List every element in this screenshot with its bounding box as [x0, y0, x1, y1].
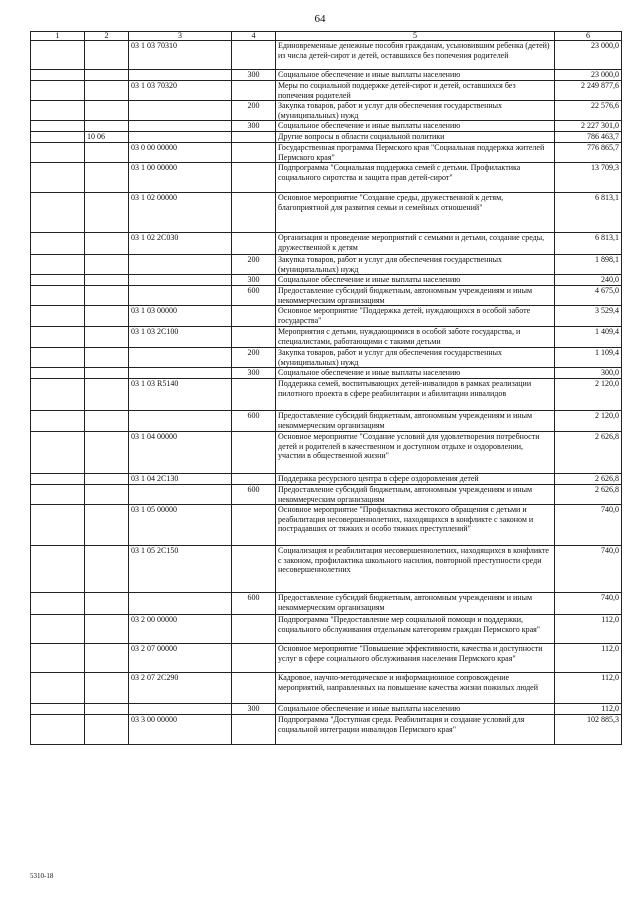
section-code-cell — [31, 704, 85, 715]
expense-type-cell — [232, 81, 276, 101]
table-row — [31, 121, 622, 132]
section-code-cell — [31, 615, 85, 644]
subsection-code-cell — [85, 673, 129, 704]
section-code-cell — [31, 143, 85, 163]
amount-cell: 112,0 — [555, 644, 622, 673]
amount-cell: 2 626,8 — [555, 432, 622, 474]
target-article-cell — [129, 704, 232, 715]
budget-table — [30, 31, 622, 745]
subsection-code-cell — [85, 193, 129, 233]
amount-cell: 240,0 — [555, 275, 622, 286]
table-row — [31, 348, 622, 368]
target-article-cell — [129, 411, 232, 432]
description-cell: Предоставление субсидий бюджетным, автономным учреждениям и иным некоммерческим организациям — [276, 593, 555, 615]
expense-type-cell — [232, 233, 276, 255]
target-article-cell: 03 1 02 2С030 — [129, 233, 232, 255]
table-row — [31, 644, 622, 673]
expense-type-cell — [232, 474, 276, 485]
table-row — [31, 379, 622, 411]
table-row — [31, 474, 622, 485]
target-article-cell: 03 1 05 00000 — [129, 505, 232, 546]
expense-type-cell — [232, 41, 276, 70]
table-row — [31, 163, 622, 193]
description-cell: Социализация и реабилитация несовершеннолетних, находящихся в конфликте с законом, профилактика школьного насилия, повторной преступности среди несовершеннолетних — [276, 546, 555, 593]
amount-cell: 776 865,7 — [555, 143, 622, 163]
section-code-cell — [31, 673, 85, 704]
target-article-cell: 03 2 00 00000 — [129, 615, 232, 644]
table-row — [31, 41, 622, 70]
subsection-code-cell — [85, 593, 129, 615]
table-row — [31, 485, 622, 505]
table-row — [31, 411, 622, 432]
subsection-code-cell — [85, 644, 129, 673]
target-article-cell: 03 1 04 00000 — [129, 432, 232, 474]
expense-type-cell: 600 — [232, 485, 276, 505]
description-cell: Подпрограмма "Доступная среда. Реабилитация и создание условий для социальной интеграции инвалидов Пермского края" — [276, 715, 555, 745]
description-cell: Закупка товаров, работ и услуг для обеспечения государственных (муниципальных) нужд — [276, 101, 555, 121]
expense-type-cell — [232, 715, 276, 745]
target-article-cell: 03 1 02 00000 — [129, 193, 232, 233]
amount-cell: 23 000,0 — [555, 70, 622, 81]
expense-type-cell: 300 — [232, 70, 276, 81]
amount-cell: 2 249 877,6 — [555, 81, 622, 101]
amount-cell: 300,0 — [555, 368, 622, 379]
amount-cell: 740,0 — [555, 593, 622, 615]
subsection-code-cell — [85, 233, 129, 255]
description-cell: Меры по социальной поддержке детей-сирот и детей, оставшихся без попечения родителей — [276, 81, 555, 101]
target-article-cell — [129, 593, 232, 615]
section-code-cell — [31, 193, 85, 233]
subsection-code-cell — [85, 546, 129, 593]
subsection-code-cell: 10 06 — [85, 132, 129, 143]
section-code-cell — [31, 379, 85, 411]
description-cell: Закупка товаров, работ и услуг для обеспечения государственных (муниципальных) нужд — [276, 255, 555, 275]
table-row — [31, 715, 622, 745]
subsection-code-cell — [85, 81, 129, 101]
target-article-cell — [129, 286, 232, 306]
description-cell: Социальное обеспечение и иные выплаты населению — [276, 121, 555, 132]
subsection-code-cell — [85, 275, 129, 286]
column-header: 3 — [129, 32, 232, 41]
expense-type-cell: 300 — [232, 275, 276, 286]
expense-type-cell: 600 — [232, 593, 276, 615]
section-code-cell — [31, 348, 85, 368]
expense-type-cell — [232, 327, 276, 348]
expense-type-cell: 200 — [232, 348, 276, 368]
description-cell: Единовременные денежные пособия гражданам, усыновившим ребенка (детей) из числа детей-сирот и детей, оставшихся без попечения родителей — [276, 41, 555, 70]
amount-cell: 112,0 — [555, 615, 622, 644]
table-row — [31, 704, 622, 715]
expense-type-cell: 300 — [232, 121, 276, 132]
amount-cell: 112,0 — [555, 704, 622, 715]
description-cell: Поддержка ресурсного центра в сфере оздоровления детей — [276, 474, 555, 485]
amount-cell: 2 227 301,0 — [555, 121, 622, 132]
subsection-code-cell — [85, 306, 129, 327]
table-row — [31, 101, 622, 121]
table-row — [31, 193, 622, 233]
target-article-cell — [129, 275, 232, 286]
subsection-code-cell — [85, 286, 129, 306]
table-row — [31, 505, 622, 546]
section-code-cell — [31, 81, 85, 101]
subsection-code-cell — [85, 432, 129, 474]
column-header: 4 — [232, 32, 276, 41]
table-row — [31, 432, 622, 474]
section-code-cell — [31, 474, 85, 485]
table-row — [31, 255, 622, 275]
target-article-cell: 03 1 03 R5140 — [129, 379, 232, 411]
expense-type-cell: 300 — [232, 704, 276, 715]
section-code-cell — [31, 505, 85, 546]
amount-cell: 1 898,1 — [555, 255, 622, 275]
section-code-cell — [31, 255, 85, 275]
expense-type-cell: 300 — [232, 368, 276, 379]
subsection-code-cell — [85, 101, 129, 121]
section-code-cell — [31, 715, 85, 745]
table-row — [31, 143, 622, 163]
section-code-cell — [31, 306, 85, 327]
description-cell: Социальное обеспечение и иные выплаты населению — [276, 704, 555, 715]
column-header: 5 — [276, 32, 555, 41]
section-code-cell — [31, 70, 85, 81]
subsection-code-cell — [85, 121, 129, 132]
section-code-cell — [31, 368, 85, 379]
description-cell: Предоставление субсидий бюджетным, автономным учреждениям и иным некоммерческим организациям — [276, 485, 555, 505]
target-article-cell: 03 1 05 2С150 — [129, 546, 232, 593]
table-row — [31, 673, 622, 704]
description-cell: Основное мероприятие "Повышение эффективности, качества и доступности услуг в сфере социального обслуживания населения Пермского края" — [276, 644, 555, 673]
expense-type-cell — [232, 615, 276, 644]
amount-cell: 740,0 — [555, 546, 622, 593]
description-cell: Основное мероприятие "Создание условий для удовлетворения потребности детей и родителей в качественном и доступном отдыхе и оздоровлении, участии в общественной жизни" — [276, 432, 555, 474]
subsection-code-cell — [85, 485, 129, 505]
section-code-cell — [31, 286, 85, 306]
description-cell: Поддержка семей, воспитывающих детей-инвалидов в рамках реализации пилотного проекта в сфере реабилитации и абилитации инвалидов — [276, 379, 555, 411]
amount-cell: 22 576,6 — [555, 101, 622, 121]
column-header: 1 — [31, 32, 85, 41]
section-code-cell — [31, 163, 85, 193]
description-cell: Социальное обеспечение и иные выплаты населению — [276, 70, 555, 81]
target-article-cell — [129, 121, 232, 132]
expense-type-cell: 200 — [232, 255, 276, 275]
target-article-cell — [129, 348, 232, 368]
section-code-cell — [31, 121, 85, 132]
column-header: 2 — [85, 32, 129, 41]
subsection-code-cell — [85, 255, 129, 275]
amount-cell: 2 626,8 — [555, 485, 622, 505]
table-header-row — [31, 32, 622, 41]
target-article-cell: 03 1 03 2С100 — [129, 327, 232, 348]
section-code-cell — [31, 101, 85, 121]
target-article-cell — [129, 368, 232, 379]
table-row — [31, 233, 622, 255]
target-article-cell — [129, 70, 232, 81]
section-code-cell — [31, 644, 85, 673]
section-code-cell — [31, 432, 85, 474]
description-cell: Государственная программа Пермского края "Социальная поддержка жителей Пермского края" — [276, 143, 555, 163]
expense-type-cell — [232, 306, 276, 327]
section-code-cell — [31, 275, 85, 286]
subsection-code-cell — [85, 615, 129, 644]
page-number: 64 — [314, 13, 326, 25]
subsection-code-cell — [85, 411, 129, 432]
table-row — [31, 327, 622, 348]
expense-type-cell — [232, 546, 276, 593]
target-article-cell — [129, 255, 232, 275]
table-row — [31, 286, 622, 306]
subsection-code-cell — [85, 41, 129, 70]
description-cell: Кадровое, научно-методическое и информационное сопровождение мероприятий, направленных на повышение качества жизни пожилых людей — [276, 673, 555, 704]
target-article-cell — [129, 132, 232, 143]
column-header: 6 — [555, 32, 622, 41]
expense-type-cell — [232, 673, 276, 704]
expense-type-cell: 200 — [232, 101, 276, 121]
description-cell: Социальное обеспечение и иные выплаты населению — [276, 275, 555, 286]
subsection-code-cell — [85, 715, 129, 745]
description-cell: Другие вопросы в области социальной политики — [276, 132, 555, 143]
target-article-cell: 03 1 03 70310 — [129, 41, 232, 70]
amount-cell: 1 409,4 — [555, 327, 622, 348]
table-row — [31, 546, 622, 593]
expense-type-cell — [232, 644, 276, 673]
description-cell: Подпрограмма "Социальная поддержка семей с детьми. Профилактика социального сиротства и защита прав детей-сирот" — [276, 163, 555, 193]
table-row — [31, 368, 622, 379]
table-row — [31, 81, 622, 101]
section-code-cell — [31, 485, 85, 505]
subsection-code-cell — [85, 704, 129, 715]
amount-cell: 13 709,3 — [555, 163, 622, 193]
section-code-cell — [31, 327, 85, 348]
expense-type-cell: 600 — [232, 286, 276, 306]
description-cell: Мероприятия с детьми, нуждающимися в особой заботе государства, и специалистами, работающими с такими детьми — [276, 327, 555, 348]
subsection-code-cell — [85, 368, 129, 379]
expense-type-cell — [232, 163, 276, 193]
subsection-code-cell — [85, 474, 129, 485]
target-article-cell: 03 3 00 00000 — [129, 715, 232, 745]
amount-cell: 2 120,0 — [555, 411, 622, 432]
footer-document-code: 5310-18 — [30, 872, 54, 880]
section-code-cell — [31, 546, 85, 593]
section-code-cell — [31, 233, 85, 255]
target-article-cell: 03 1 04 2С130 — [129, 474, 232, 485]
section-code-cell — [31, 132, 85, 143]
description-cell: Основное мероприятие "Профилактика жестокого обращения с детьми и реабилитация несовершеннолетних, находящихся в конфликте с законом и пострадавших от тяжких и особо тяжких преступлений" — [276, 505, 555, 546]
table-row — [31, 615, 622, 644]
description-cell: Подпрограмма "Предоставление мер социальной помощи и поддержки, социального обслуживания отдельным категориям граждан Пермского края" — [276, 615, 555, 644]
target-article-cell: 03 0 00 00000 — [129, 143, 232, 163]
description-cell: Предоставление субсидий бюджетным, автономным учреждениям и иным некоммерческим организациям — [276, 411, 555, 432]
subsection-code-cell — [85, 379, 129, 411]
subsection-code-cell — [85, 163, 129, 193]
description-cell: Основное мероприятие "Поддержка детей, нуждающихся в особой заботе государства" — [276, 306, 555, 327]
description-cell: Основное мероприятие "Создание среды, дружественной к детям, благоприятной для развития семьи и семейных отношений" — [276, 193, 555, 233]
amount-cell: 2 120,0 — [555, 379, 622, 411]
amount-cell: 786 463,7 — [555, 132, 622, 143]
amount-cell: 1 109,4 — [555, 348, 622, 368]
expense-type-cell — [232, 132, 276, 143]
description-cell: Организация и проведение мероприятий с семьями и детьми, создание среды, дружественной к детям — [276, 233, 555, 255]
amount-cell: 740,0 — [555, 505, 622, 546]
section-code-cell — [31, 411, 85, 432]
amount-cell: 6 813,1 — [555, 193, 622, 233]
expense-type-cell — [232, 379, 276, 411]
amount-cell: 102 885,3 — [555, 715, 622, 745]
target-article-cell: 03 1 03 70320 — [129, 81, 232, 101]
target-article-cell: 03 1 00 00000 — [129, 163, 232, 193]
table-row — [31, 275, 622, 286]
description-cell: Предоставление субсидий бюджетным, автономным учреждениям и иным некоммерческим организациям — [276, 286, 555, 306]
description-cell: Социальное обеспечение и иные выплаты населению — [276, 368, 555, 379]
description-cell: Закупка товаров, работ и услуг для обеспечения государственных (муниципальных) нужд — [276, 348, 555, 368]
target-article-cell — [129, 101, 232, 121]
table-row — [31, 132, 622, 143]
table-row — [31, 593, 622, 615]
table-row — [31, 70, 622, 81]
amount-cell: 23 000,0 — [555, 41, 622, 70]
subsection-code-cell — [85, 143, 129, 163]
expense-type-cell — [232, 432, 276, 474]
amount-cell: 3 529,4 — [555, 306, 622, 327]
target-article-cell: 03 2 07 00000 — [129, 644, 232, 673]
target-article-cell — [129, 485, 232, 505]
amount-cell: 112,0 — [555, 673, 622, 704]
expense-type-cell — [232, 143, 276, 163]
table-row — [31, 306, 622, 327]
expense-type-cell — [232, 193, 276, 233]
section-code-cell — [31, 593, 85, 615]
section-code-cell — [31, 41, 85, 70]
subsection-code-cell — [85, 70, 129, 81]
subsection-code-cell — [85, 505, 129, 546]
amount-cell: 6 813,1 — [555, 233, 622, 255]
subsection-code-cell — [85, 348, 129, 368]
expense-type-cell — [232, 505, 276, 546]
amount-cell: 2 626,8 — [555, 474, 622, 485]
expense-type-cell: 600 — [232, 411, 276, 432]
subsection-code-cell — [85, 327, 129, 348]
amount-cell: 4 675,0 — [555, 286, 622, 306]
target-article-cell: 03 2 07 2С290 — [129, 673, 232, 704]
target-article-cell: 03 1 03 00000 — [129, 306, 232, 327]
